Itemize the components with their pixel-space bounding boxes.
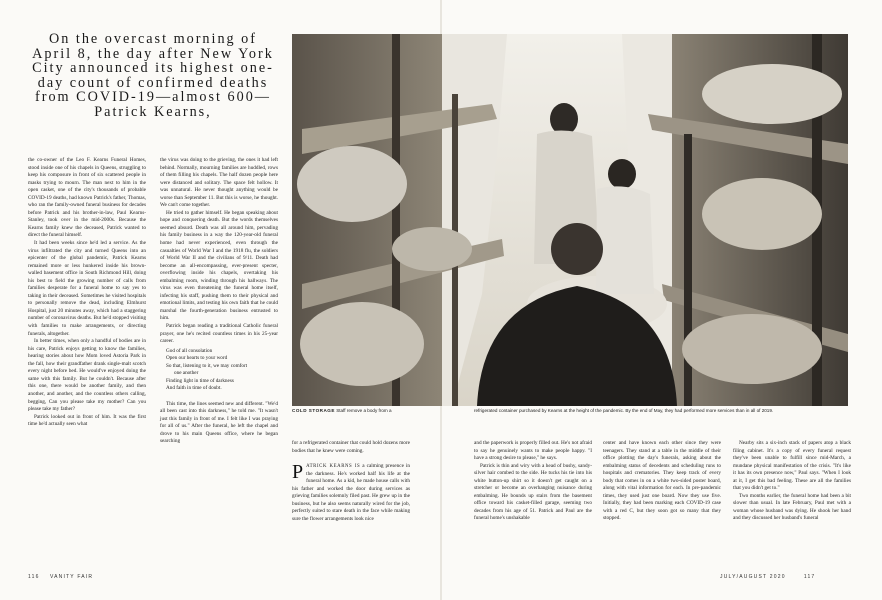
paragraph: Two months earlier, the funeral home had been a bit slower than usual. In late February, Paul met with a woman whose husband was dying. He shook her hand and they discussed her husband's funeral [733,492,851,522]
caption-text-1: Staff remove a body from a [334,408,392,413]
body-column-1 [28,157,146,429]
photo-caption [292,408,462,413]
paragraph: and the paperwork is properly filled out. He's not afraid to say he genuinely wants to make people happy. "I have a strong desire to please," he says. [474,440,592,462]
paragraph: This time, the lines seemed new and different. "We'd all been cast into this darkness," he told me. "It wasn't just this family in front of me. I felt like I was praying for all of us." After the funeral, he left the chapel and drove to his main Queens office, where he began searching [160,400,278,445]
verse-line: And faith in time of doubt. [166,385,222,392]
issue-date: JULY/AUGUST 2020 [720,574,786,580]
feature-photo [292,34,848,406]
page-number-right: 117 [803,574,816,580]
paragraph: the co-owner of the Leo F. Kearns Funeral Homes, stood inside one of his chapels in Queens, struggling to keep his composure in front of six scattered people in masks trying to mourn. The man next to him in the open casket, one of the city's thousands of probable COVID-19 deaths, had known Patrick's father, Thomas, who ran the family-owned funeral business for decades before Patrick and his brother-in-law, Paul Kearns-Stanley, took over in the mid-2000s. Because the Kearns family knew the deceased, Patrick wanted to direct the funeral himself. [28,157,146,239]
verse-line: one another [174,370,199,377]
section-opening-text: a calming presence in the darkness. He's worked half his life at the funeral home. As a kid, he made house calls with his father and worked the door during services as grieving families solemnly filed past. He grew up in the business, but he also seems naturally wired for the job, perfectly suited to stare death in the face while making sure the flower arrangements look nice [292,463,411,522]
folio-left [28,574,93,580]
prayer-verse [166,348,278,393]
section-opening [292,463,410,523]
column-3-text [292,440,410,455]
verse-line: Open our hearts to your word [166,355,228,362]
paragraph: In better times, when only a handful of bodies are in his care, Patrick enjoys getting to know the families, hearing stories about how Mom loved Astoria Park in the fall, how their grandfather drank single-malt scotch every night before bed. He would've enjoyed doing the same with this family. But he couldn't. Because after this one, there would be another family, and then another, and another, and the countless others calling, begging, Can you please take my mother? Can you please take my father? [28,338,146,413]
paragraph: Patrick looked out in front of him. It was the first time he'd actually seen what [28,413,146,428]
body-column-5 [603,440,721,523]
folio-right [720,574,815,580]
paragraph: Patrick is thin and wiry with a head of bushy, sandy-silver hair combed to the side. He tucks his tie into his white button-up shirt so it doesn't get caught on a stretcher or become an overhanging nuisance during embalming. He bounds up stairs from the basement office toward his casket-filled garage, seeming two decades from his age of 51. Patrick and Paul are the funeral home's unshakable [474,462,592,522]
paragraph: for a refrigerated container that could hold dozens more bodies that he knew were coming. [292,440,410,454]
column-2-continued [160,401,278,446]
drop-cap: P [292,461,304,484]
refrigerated-container-photo [292,34,848,406]
lead-in-small-caps: ATRICK KEARNS IS [306,464,361,470]
photo-caption-continued [474,408,854,413]
body-column-3 [292,440,410,523]
caption-label: COLD STORAGE [292,408,335,413]
paragraph: He tried to gather himself. He began speaking about hope and conquering death. But the words themselves seemed absurd. Death was all around him, pervading his family business in a way the 120-year-old funeral home had never experienced, even through the casualties of World War I and the 1918 flu, the soldiers of World War II and the civilians of 9/11. Death had become an all-encompassing, ever-present specter, overflowing inside his chapels, overtaking his embalming room, winding through his hallways. The virus was even threatening the funeral home itself, infecting his staff, pushing them to their physical and emotional limits, and testing his own faith that he could marshal the fourth-generation business entrusted to him. [160,209,278,322]
body-column-2 [160,157,278,446]
magazine-name: VANITY FAIR [49,574,94,580]
page-number-left: 116 [28,574,40,580]
body-column-6 [733,440,851,523]
paragraph: center and have known each other since they were teenagers. They stand at a table in the middle of their office plotting the day's funerals, asking about the embalming status of decedents and scheduling runs to hospitals and crematories. They keep track of every body that comes in on a white two-sided poster board, along with vital information for each. In pre-pandemic times, they used just one board. Now they use five. Initially, they had been marking each COVID-19 case with a red C, but they soon got so many that they stopped. [603,440,721,522]
headline: On the overcast morning of April 8, the day after New York City announced its highest one-day count of confirmed deaths from COVID-19—almost 600— Patrick Kearns, [32,31,274,120]
verse-line: Finding light in time of darkness [166,377,234,384]
caption-text-2: refrigerated container purchased by Kearns at the height of the pandemic. By the end of May, they had performed more services than in all of 2019. [474,408,774,413]
verse-line: So that, listening to it, we may comfort [166,362,248,369]
paragraph: the virus was doing to the grieving, the ones it had left behind. Normally, mourning families are huddled, rows of them filling his chapels. The half dozen people here were distanced and solitary. The space felt hollow. It was unnatural. He never thought anything would be worse than September 11. But this is worse, he thought. We can't come together. [160,157,278,209]
paragraph: Patrick began reading a traditional Catholic funeral prayer, one he's recited countless times in his 25-year career. [160,323,278,345]
body-column-4 [474,440,592,523]
verse-line: God of all consolation [166,347,213,354]
paragraph: Nearby sits a six-inch stack of papers atop a black filing cabinet. It's a copy of every funeral request they've been unable to fulfill since mid-March, a mundane physical manifestation of the crisis. "It's like it has its own presence now," Paul says. "When I look at it, I get this bad feeling. These are all the families that you didn't get to." [733,440,851,492]
column-2-text [160,157,278,346]
paragraph: It had been weeks since he'd led a service. As the virus infiltrated the city and turned Queens into an epicenter of the global pandemic, Patrick Kearns remained more or less hunkered inside his brown-walled basement office in South Richmond Hill, doing his best to field the growing number of calls from families desperate for a funeral home to say yes to taking in their deceased. Sometimes he visited hospitals to personally remove the dead, including Elmhurst Hospital, just 20 minutes away, which had a staggering number of coronavirus deaths. But he'd stopped visiting with families to make arrangements, or directing funerals, altogether. [28,240,146,337]
